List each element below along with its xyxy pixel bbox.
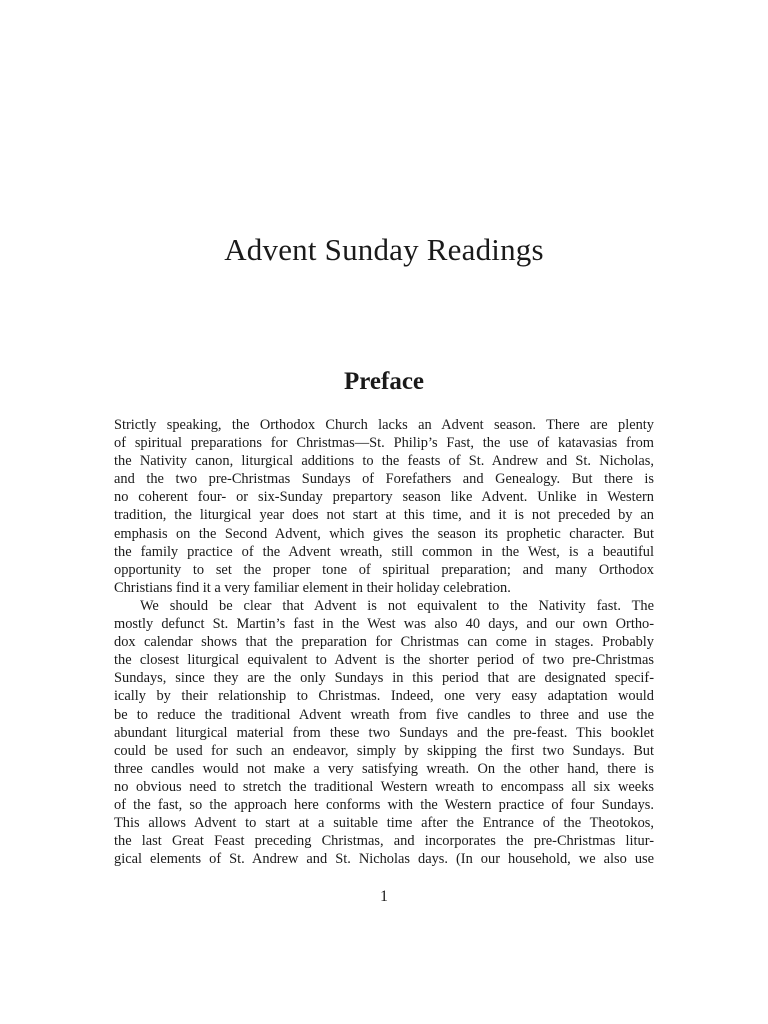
text-line: the last Great Feast preceding Christmas, and incorporates the pre-Christmas litur- [114,833,654,850]
text-line: dox calendar shows that the preparation for Christmas can come in stages. Probably [114,634,654,651]
text-line: tradition, the liturgical year does not start at this time, and it is not preceded by an [114,507,654,524]
text-line: Christians find it a very familiar element in their holiday celebration. [114,579,511,596]
text-line: ically by their relationship to Christmas. Indeed, one very easy adaptation would [114,688,654,705]
text-line: of spiritual preparations for Christmas—St. Philip’s Fast, the use of katavasias from [114,435,654,452]
text-line: the Nativity canon, liturgical additions to the feasts of St. Andrew and St. Nicholas, [114,453,654,470]
text-line: no obvious need to stretch the traditional Western wreath to encompass all six weeks [114,778,654,795]
text-line: emphasis on the Second Advent, which gives the season its prophetic character. But [114,525,654,542]
page-number: 1 [380,888,388,905]
text-line: gical elements of St. Andrew and St. Nicholas days. (In our household, we also use [114,851,654,868]
text-line: mostly defunct St. Martin’s fast in the West was also 40 days, and our own Ortho- [114,616,654,633]
text-line: three candles would not make a very satisfying wreath. On the other hand, there is [114,760,654,777]
text-line: abundant liturgical material from these two Sundays and the pre-feast. This booklet [114,724,654,741]
preface-body [114,416,654,868]
text-line: and the two pre-Christmas Sundays of Forefathers and Genealogy. But there is [114,471,654,488]
text-line: This allows Advent to start at a suitable time after the Entrance of the Theotokos, [114,815,654,832]
text-line: Sundays, since they are the only Sundays in this period that are designated specif- [114,670,654,687]
text-line: no coherent four- or six-Sunday prepartory season like Advent. Unlike in Western [114,489,654,506]
text-line: opportunity to set the proper tone of spiritual preparation; and many Orthodox [114,561,654,578]
text-line: the family practice of the Advent wreath, still common in the West, is a beautiful [114,543,654,560]
text-line: of the fast, so the approach here conforms with the Western practice of four Sundays. [114,796,654,813]
text-line: We should be clear that Advent is not equivalent to the Nativity fast. The [140,597,654,614]
text-line: could be used for such an endeavor, simply by skipping the first two Sundays. But [114,742,654,759]
text-line: be to reduce the traditional Advent wreath from five candles to three and use the [114,706,654,723]
text-line: Strictly speaking, the Orthodox Church lacks an Advent season. There are plenty [114,417,654,433]
document-title: Advent Sunday Readings [224,232,544,267]
section-heading-preface: Preface [343,368,425,395]
text-line: the closest liturgical equivalent to Advent is the shorter period of two pre-Christmas [114,652,654,669]
